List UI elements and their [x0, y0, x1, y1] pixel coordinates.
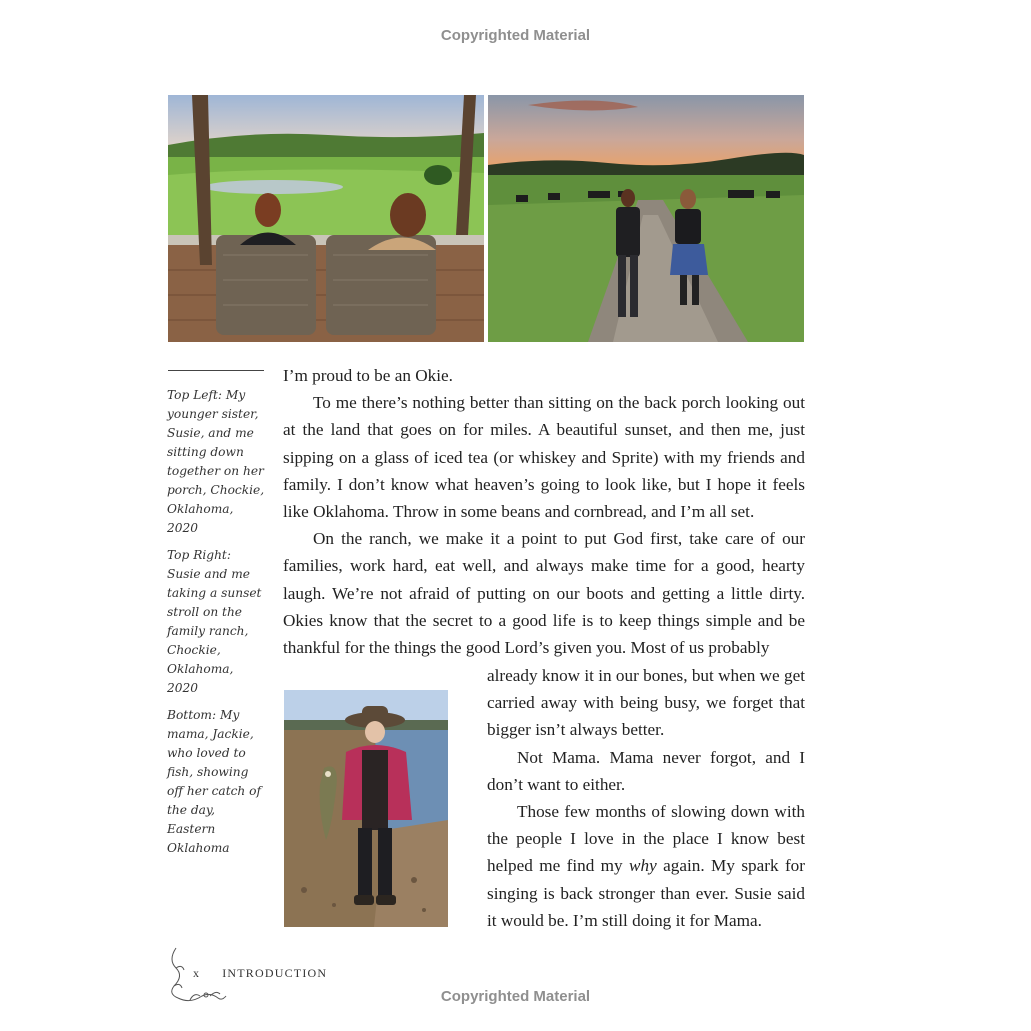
body-text-lower — [487, 662, 805, 934]
caption-rule — [168, 370, 264, 371]
body-text-upper — [283, 362, 805, 661]
caption-top-right: Top Right: Susie and me taking a sunset stroll on the family ranch, Chockie, Oklahoma, 2020 — [167, 548, 262, 695]
paragraph-5-start: Those few months of slowing down with the people I love in the place I know best helped me find my — [487, 802, 805, 876]
paragraph-2: To me there’s nothing better than sitting on the back porch looking out at the land that goes on for miles. A beautiful sunset, and then me, just sipping on a glass of iced tea (or whiskey and Sprite) with my friends and family. I don’t know what heaven’s going to look like, but I hope it feels like Oklahoma. Throw in some beans and cornbread, and I’m all set. — [283, 393, 805, 522]
page-number: x — [193, 966, 201, 980]
emphasis-why: why — [629, 856, 657, 876]
running-footer — [193, 966, 327, 981]
copyright-watermark-bottom: Copyrighted Material — [440, 988, 591, 1005]
photo-captions — [167, 386, 267, 866]
paragraph-5 — [487, 798, 805, 934]
photo-porch — [168, 95, 484, 342]
paragraph-5-end: again. My spark for singing is back stronger than ever. Susie said it would be. I’m still doing it for Mama. — [487, 856, 805, 930]
caption-bottom: Bottom: My mama, Jackie, who loved to fish, showing off her catch of the day, Eastern Oklahoma — [167, 708, 261, 855]
paragraph-4: Not Mama. Mama never forgot, and I don’t want to either. — [487, 747, 805, 794]
section-title: INTRODUCTION — [222, 966, 328, 980]
photo-mama-fishing — [284, 690, 448, 927]
photo-sunset-walk — [488, 95, 804, 342]
caption-top-left: Top Left: My younger sister, Susie, and me sitting down together on her porch, Chockie, Oklahoma, 2020 — [167, 388, 265, 535]
paragraph-1: I’m proud to be an Okie. — [283, 366, 453, 385]
paragraph-3-continued: already know it in our bones, but when we get carried away with being busy, we forget that bigger isn’t always better. — [487, 666, 805, 740]
copyright-watermark-top: Copyrighted Material — [440, 27, 591, 44]
paragraph-3: On the ranch, we make it a point to put God first, take care of our families, work hard, eat well, and always make time for a good, hearty laugh. We’re not afraid of putting on our boots and getting a little dirty. Okies know that the secret to a good life is to keep things simple and be thankful for the things the good Lord’s given you. Most of us probably — [283, 529, 805, 658]
